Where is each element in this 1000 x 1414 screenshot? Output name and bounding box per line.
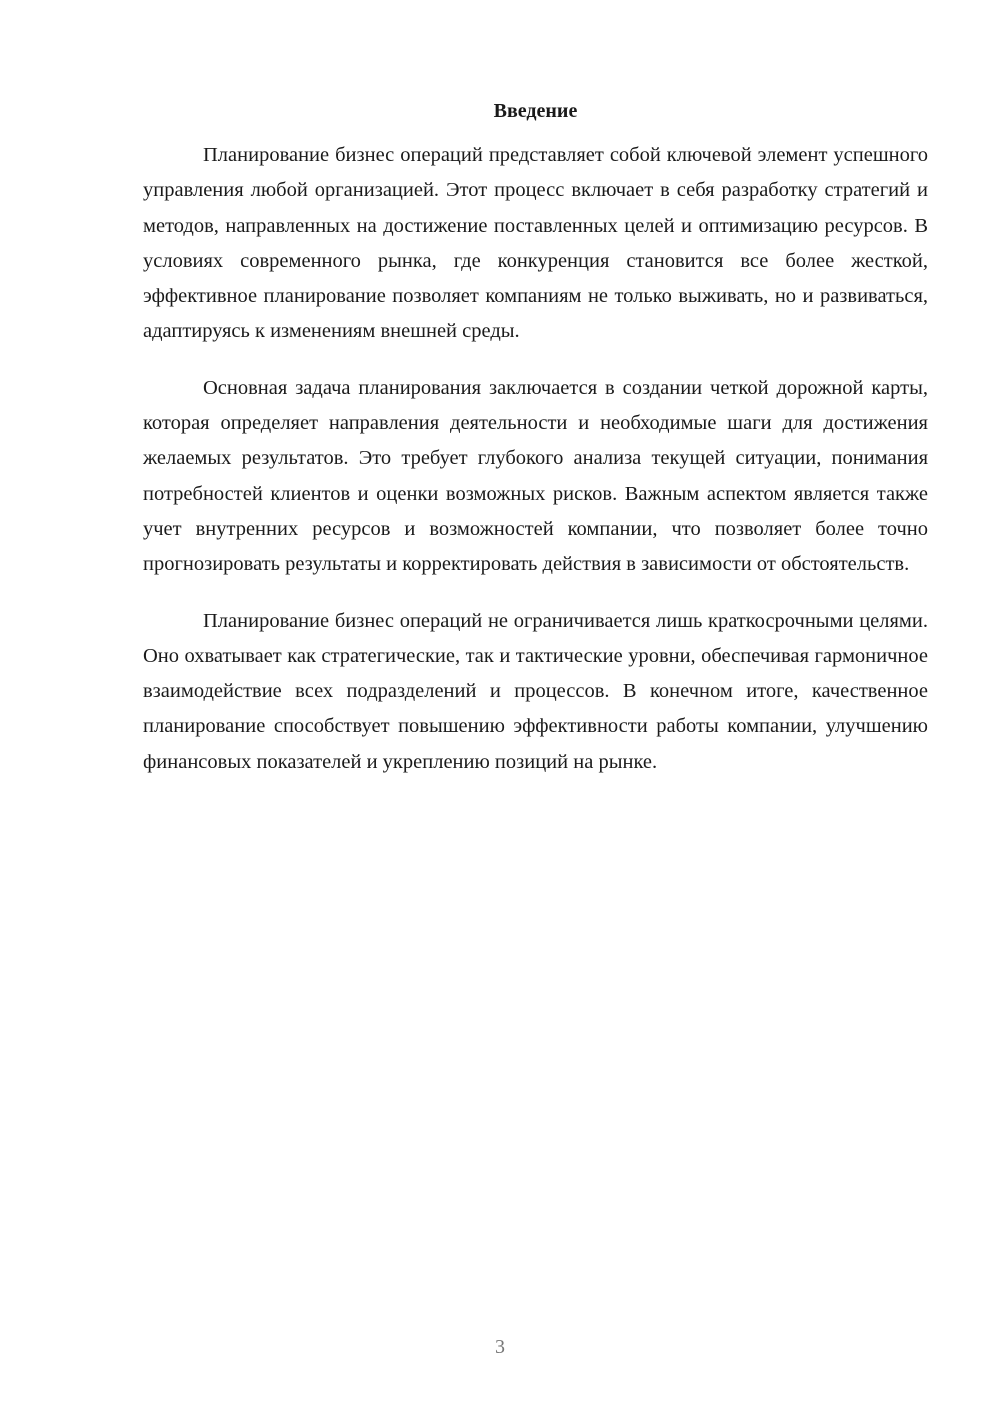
paragraph-1: Планирование бизнес операций представляет собой ключевой элемент успешного управления любой организацией. Этот процесс включает в себя разработку стратегий и методов, направленных на достижение поставленных целей и оптимизацию ресурсов. В условиях современного рынка, где конкуренция становится все более жесткой, эффективное планирование позволяет компаниям не только выживать, но и развиваться, адаптируясь к изменениям внешней среды. xyxy=(143,144,928,343)
paragraph-2: Основная задача планирования заключается в создании четкой дорожной карты, которая определяет направления деятельности и необходимые шаги для достижения желаемых результатов. Это требует глубокого анализа текущей ситуации, понимания потребностей клиентов и оценки возможных рисков. Важным аспектом является также учет внутренних ресурсов и возможностей компании, что позволяет более точно прогнозировать результаты и корректировать действия в зависимости от обстоятельств. xyxy=(143,376,928,576)
paragraph-3: Планирование бизнес операций не ограничивается лишь краткосрочными целями. Оно охватывает как стратегические, так и тактические уровни, обеспечивая гармоничное взаимодействие всех подразделений и процессов. В конечном итоге, качественное планирование способствует повышению эффективности работы компании, улучшению финансовых показателей и укреплению позиций на рынке. xyxy=(143,609,928,773)
document-body xyxy=(143,97,928,801)
page-number: 3 xyxy=(495,1336,505,1358)
section-heading: Введение xyxy=(493,100,578,122)
